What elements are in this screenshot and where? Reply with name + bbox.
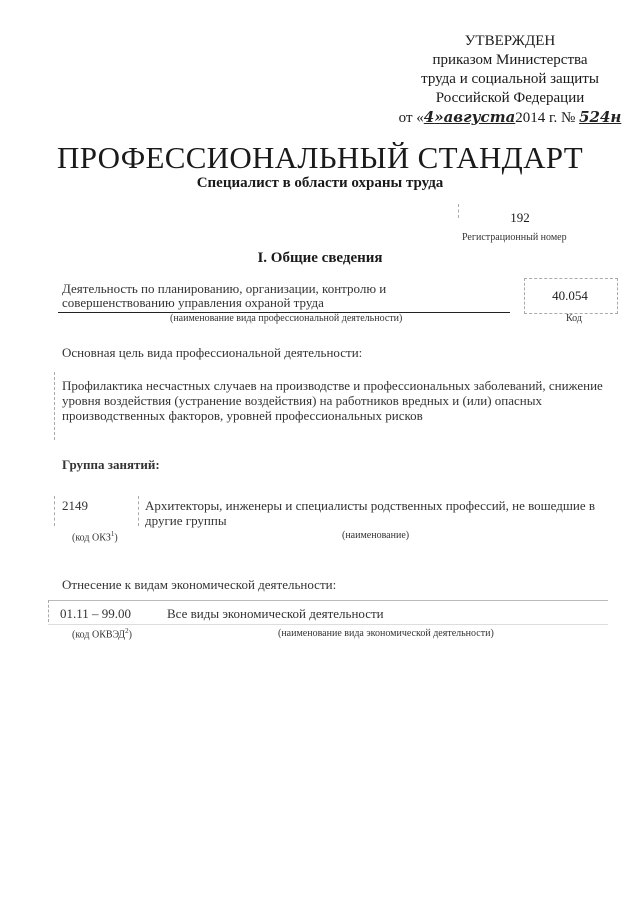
economic-frame-left — [48, 600, 49, 622]
occupation-code: 2149 — [62, 498, 88, 513]
approval-date-line — [395, 108, 625, 128]
goal-frame-left — [54, 372, 55, 440]
activity-caption: (наименование вида профессиональной деятельности) — [170, 313, 403, 324]
approval-line-4: Российской Федерации — [435, 90, 585, 106]
approval-number: 524н — [579, 108, 622, 126]
economic-frame-bottom — [48, 624, 608, 625]
reg-tick — [458, 204, 459, 218]
page-title: ПРОФЕССИОНАЛЬНЫЙ СТАНДАРТ — [57, 140, 583, 175]
approval-day: 4 — [423, 108, 435, 126]
approval-year: 2014 г. № — [515, 110, 576, 126]
economic-code-caption: (код ОКВЭД$^2$) — [72, 627, 132, 641]
approval-line-1: УТВЕРЖДЕН — [464, 33, 556, 49]
occupation-name: Архитекторы, инженеры и специалисты родственных профессий, не вошедшие в другие группы — [145, 498, 595, 528]
economic-name-caption: (наименование вида экономической деятельности) — [278, 628, 494, 639]
registration-number: 192 — [510, 210, 530, 225]
approval-line-2: приказом Министерства — [432, 52, 588, 68]
activity-code-caption: Код — [566, 313, 582, 324]
occupation-name-caption: (наименование) — [342, 530, 410, 541]
economic-code: 01.11 – 99.00 — [60, 606, 132, 621]
occupation-label: Группа занятий: — [62, 457, 160, 472]
goal-text: Профилактика несчастных случаев на производстве и профессиональных заболеваний, снижение уровня воздействия (устранение воздействия) на работников вредных и (или) опасных производственных факторов, уровней профессиональных рисков — [62, 378, 603, 423]
approval-line-3: труда и социальной защиты — [421, 71, 599, 87]
approval-stamp — [395, 32, 625, 128]
page-subtitle: Специалист в области охраны труда — [196, 175, 444, 191]
economic-frame-top — [48, 600, 608, 601]
approval-month: »августа — [434, 108, 516, 126]
approval-date-prefix: от « — [398, 110, 424, 126]
section-title: I. Общие сведения — [257, 250, 383, 266]
activity-name: Деятельность по планированию, организации, контролю и совершенствованию управления охраной труда — [62, 281, 387, 310]
activity-code: 40.054 — [552, 288, 588, 303]
occupation-frame-left — [54, 496, 55, 526]
economic-name: Все виды экономической деятельности — [167, 606, 384, 621]
economic-label: Отнесение к видам экономической деятельности: — [62, 577, 337, 592]
occupation-code-caption: (код ОКЗ$^1$) — [72, 530, 118, 544]
goal-label: Основная цель вида профессиональной деятельности: — [62, 345, 363, 360]
registration-label: Регистрационный номер — [462, 232, 567, 243]
occupation-frame-divider — [138, 496, 139, 526]
